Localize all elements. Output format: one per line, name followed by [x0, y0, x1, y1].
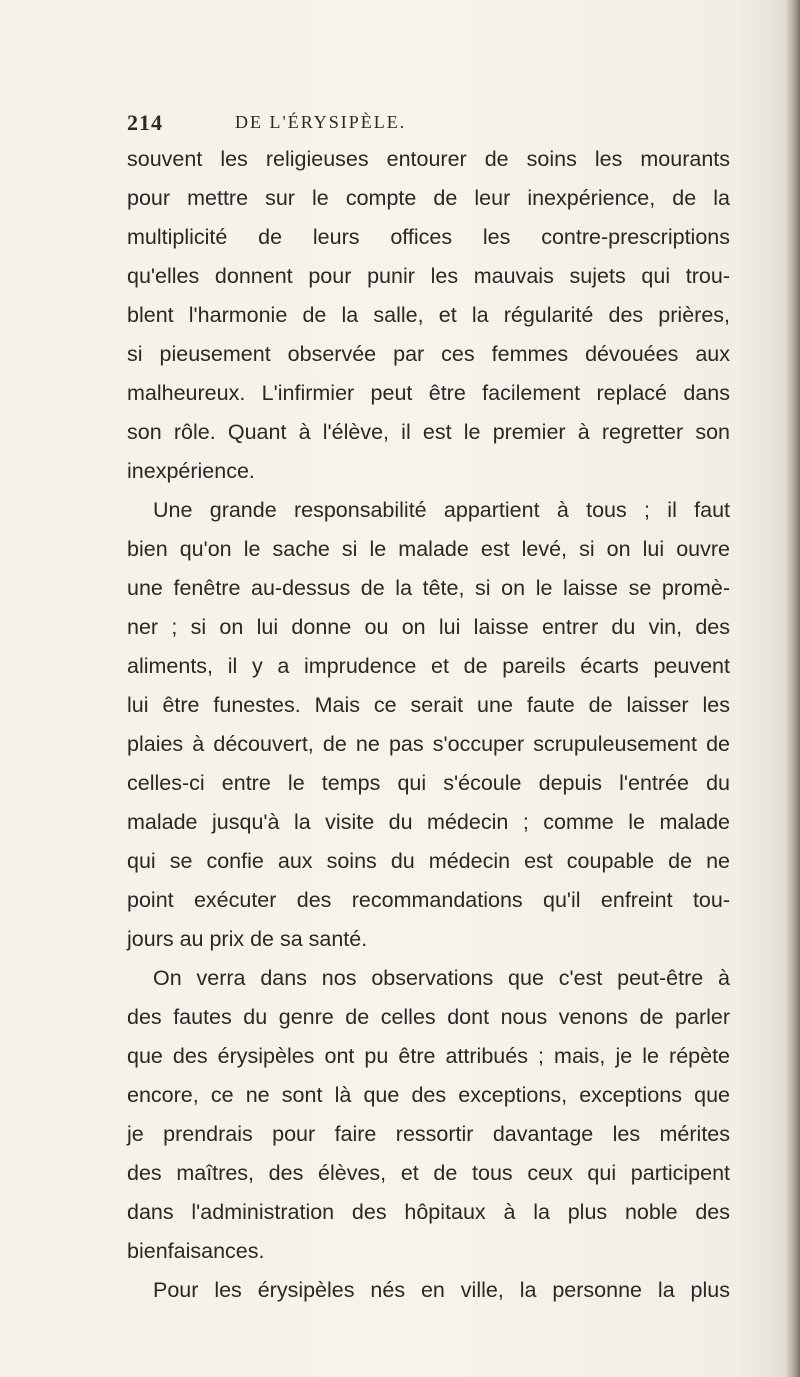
running-head — [127, 110, 687, 140]
text-line: je prendrais pour faire ressortir davantage les mérites — [127, 1122, 730, 1146]
paragraph-start-line: On verra dans nos observations que c'est peut-être à — [153, 966, 730, 990]
text-line: point exécuter des recommandations qu'il enfreint tou- — [127, 888, 730, 912]
text-line: malheureux. L'infirmier peut être facilement replacé dans — [127, 381, 730, 405]
page-number: 214 — [127, 110, 163, 135]
paragraph-end-line: bienfaisances. — [127, 1239, 265, 1263]
paragraph-end-line: jours au prix de sa santé. — [127, 927, 368, 951]
text-line: des fautes du genre de celles dont nous venons de parler — [127, 1005, 730, 1029]
body-text — [127, 140, 730, 1310]
running-title: DE L'ÉRYSIPÈLE. — [235, 112, 407, 132]
text-line: des maîtres, des élèves, et de tous ceux qui participent — [127, 1161, 730, 1185]
text-line: pour mettre sur le compte de leur inexpérience, de la — [127, 186, 730, 210]
text-line: si pieusement observée par ces femmes dévouées aux — [127, 342, 730, 366]
text-line: qu'elles donnent pour punir les mauvais sujets qui trou- — [127, 264, 730, 288]
text-line: celles-ci entre le temps qui s'écoule depuis l'entrée du — [127, 771, 730, 795]
page-spine-shadow — [786, 0, 800, 1377]
paragraph-start-line: Une grande responsabilité appartient à tous ; il faut — [153, 498, 730, 522]
text-line: plaies à découvert, de ne pas s'occuper scrupuleusement de — [127, 732, 730, 756]
paragraph-start-line: Pour les érysipèles nés en ville, la personne la plus — [153, 1278, 730, 1302]
text-line: ner ; si on lui donne ou on lui laisse entrer du vin, des — [127, 615, 730, 639]
text-line: son rôle. Quant à l'élève, il est le premier à regretter son — [127, 420, 730, 444]
text-line: multiplicité de leurs offices les contre-prescriptions — [127, 225, 730, 249]
text-line: encore, ce ne sont là que des exceptions, exceptions que — [127, 1083, 730, 1107]
text-line: bien qu'on le sache si le malade est levé, si on lui ouvre — [127, 537, 730, 561]
text-line: que des érysipèles ont pu être attribués ; mais, je le répète — [127, 1044, 730, 1068]
text-line: une fenêtre au-dessus de la tête, si on le laisse se promè- — [127, 576, 730, 600]
text-line: aliments, il y a imprudence et de pareils écarts peuvent — [127, 654, 730, 678]
text-line: qui se confie aux soins du médecin est coupable de ne — [127, 849, 730, 873]
text-line: dans l'administration des hôpitaux à la plus noble des — [127, 1200, 730, 1224]
text-line: lui être funestes. Mais ce serait une faute de laisser les — [127, 693, 730, 717]
text-line: malade jusqu'à la visite du médecin ; comme le malade — [127, 810, 730, 834]
paragraph-end-line: inexpérience. — [127, 459, 255, 483]
text-line: blent l'harmonie de la salle, et la régularité des prières, — [127, 303, 730, 327]
text-line: souvent les religieuses entourer de soins les mourants — [127, 147, 730, 171]
